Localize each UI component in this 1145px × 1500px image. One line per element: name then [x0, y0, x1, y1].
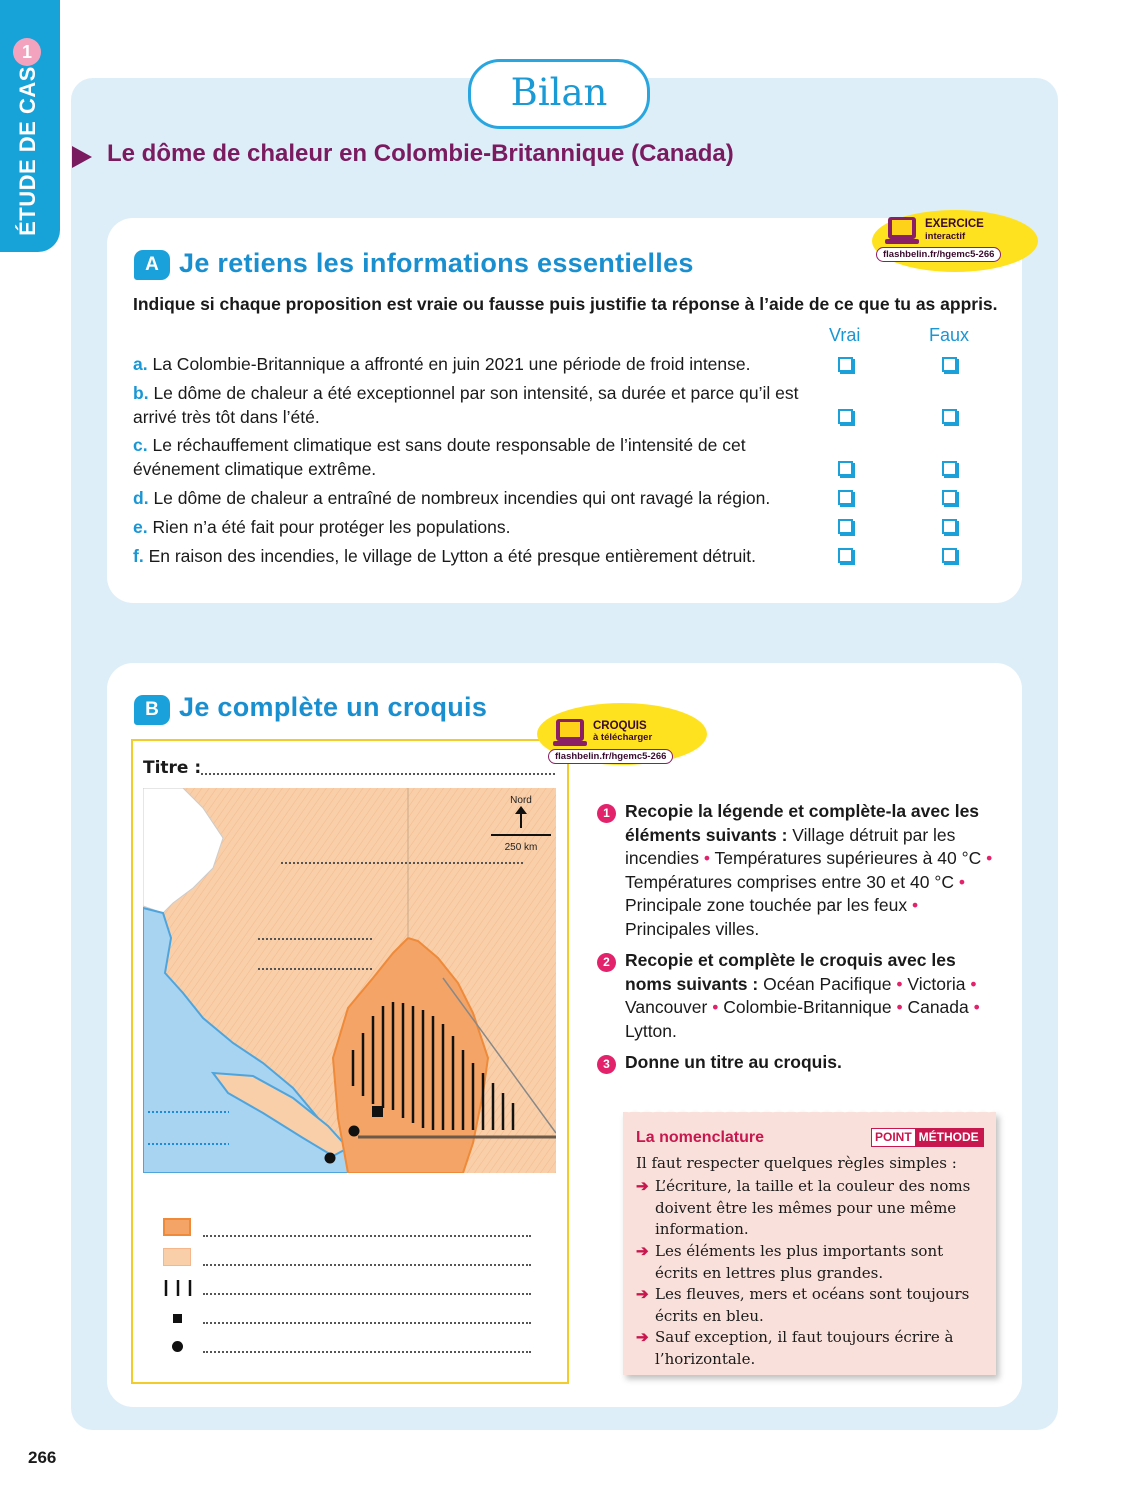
question-item: Principales villes. [625, 918, 760, 939]
question-lead: Donne un titre au croquis. [625, 1052, 842, 1072]
statement-text: Rien n’a été fait pour protéger les populations. [152, 517, 511, 537]
checkbox-faux-b[interactable] [942, 409, 957, 424]
legend-swatch-heat-40 [163, 1218, 191, 1236]
question-item: Principale zone touchée par les feux [625, 895, 908, 915]
bilan-title: Bilan [468, 59, 650, 129]
legend-swatch-fire-zone [163, 1279, 193, 1297]
question-item: Canada [907, 997, 969, 1017]
exercise-badge-line2: interactif [925, 231, 966, 242]
computer-icon [888, 217, 916, 239]
statement-text: Le dôme de chaleur a entraîné de nombreux incendies qui ont ravagé la région. [153, 488, 771, 508]
question-2: Recopie et complète le croquis avec les noms suivants : Océan Pacifique • Victoria • Vancouver • Colombie-Britannique • Canada • Lytton. [625, 950, 980, 1041]
statement [133, 433, 783, 481]
statement-text: La Colombie-Britannique a affronté en juin 2021 une période de froid intense. [152, 354, 751, 374]
arrow-right-icon: ➔ [636, 1242, 649, 1260]
question-item: Victoria [907, 973, 966, 994]
village-marker [372, 1106, 383, 1117]
question-lead: Recopie la légende et complète-la avec les éléments suivants : [625, 801, 980, 845]
statement-text: Le dôme de chaleur a été exceptionnel par son intensité, sa durée et parce qu’il est arrivé très tôt dans l’été. [133, 383, 799, 427]
question-lead: Recopie et complète le croquis avec les noms suivants : [625, 950, 956, 994]
method-box [623, 1112, 996, 1375]
column-faux: Faux [929, 325, 970, 345]
checkbox-vrai-e[interactable] [838, 519, 853, 534]
arrow-right-icon: ➔ [636, 1177, 649, 1195]
city-marker [325, 1153, 336, 1164]
statement-letter: c. [133, 435, 148, 455]
section-b-title: Je complète un croquis [179, 692, 488, 722]
method-tag-point: POINT [872, 1129, 915, 1146]
side-tab [0, 0, 60, 252]
legend-line[interactable] [203, 1264, 531, 1266]
method-item: ➔ L’écriture, la taille et la couleur des noms doivent être les mêmes pour une même information. [636, 1177, 971, 1238]
legend-line[interactable] [203, 1293, 531, 1295]
checkbox-faux-d[interactable] [942, 490, 957, 505]
method-tag-methode: MÉTHODE [915, 1129, 983, 1146]
croquis-badge-line1: CROQUIS [593, 720, 647, 732]
checkbox-faux-f[interactable] [942, 548, 957, 563]
question-item: Températures comprises entre 30 et 40 °C [625, 871, 954, 892]
checkbox-faux-e[interactable] [942, 519, 957, 534]
statement-letter: a. [133, 354, 148, 374]
statement [133, 544, 833, 568]
croquis-badge-link[interactable]: flashbelin.fr/hgemc5-266 [548, 749, 673, 764]
computer-icon [556, 719, 584, 741]
section-a-letter: A [134, 250, 170, 280]
legend-line[interactable] [203, 1322, 531, 1324]
section-b-letter: B [134, 695, 170, 725]
legend-line[interactable] [203, 1235, 531, 1237]
case-study-label: ÉTUDE DE CAS [15, 66, 40, 236]
titre-label: Titre : [143, 758, 202, 778]
statement-letter: f. [133, 546, 144, 566]
exercise-badge-line1: EXERCICE [925, 218, 984, 230]
statement-text: Le réchauffement climatique est sans doute responsable de l’intensité de cet événement climatique extrême. [133, 435, 746, 479]
city-marker [349, 1126, 360, 1137]
checkbox-vrai-c[interactable] [838, 461, 853, 476]
north-label: Nord [510, 795, 532, 806]
question-number: 1 [597, 804, 616, 823]
statement [133, 381, 813, 429]
question-item: Températures supérieures à 40 °C [714, 848, 982, 868]
page-number: 266 [28, 1448, 57, 1467]
question-item: Village détruit par les incendies [625, 824, 956, 868]
arrow-right-icon: ➔ [636, 1285, 649, 1303]
statement-letter: b. [133, 383, 149, 403]
case-study-number: 1 [13, 38, 41, 66]
checkbox-vrai-b[interactable] [838, 409, 853, 424]
page-heading: Le dôme de chaleur en Colombie-Britannique (Canada) [107, 140, 734, 167]
column-vrai: Vrai [829, 325, 861, 345]
statement-letter: d. [133, 488, 149, 508]
scale-label: 250 km [504, 842, 538, 853]
method-intro: Il faut respecter quelques règles simples : [636, 1154, 957, 1172]
question-number: 3 [597, 1055, 616, 1074]
legend-circle-icon [172, 1341, 183, 1352]
croquis-map [143, 788, 556, 1173]
method-item: ➔ Les fleuves, mers et océans sont toujours écrits en bleu. [636, 1285, 970, 1325]
question-3 [625, 1051, 1003, 1075]
question-item: Lytton. [625, 1020, 677, 1041]
statement-text: En raison des incendies, le village de Lytton a été presque entièrement détruit. [148, 546, 756, 566]
legend-swatch-heat-30 [163, 1248, 191, 1266]
statement [133, 515, 833, 539]
method-title: La nomenclature [636, 1129, 765, 1146]
arrow-right-icon: ➔ [636, 1328, 649, 1346]
croquis-badge-line2: à télécharger [593, 732, 653, 743]
torn-edge [623, 1107, 996, 1117]
checkbox-vrai-a[interactable] [838, 357, 853, 372]
question-number: 2 [597, 953, 616, 972]
question-item: Océan Pacifique [763, 973, 892, 994]
question-item: Vancouver [625, 997, 708, 1017]
statement [133, 352, 833, 376]
checkbox-vrai-d[interactable] [838, 490, 853, 505]
statement [133, 486, 833, 510]
statement-letter: e. [133, 517, 148, 537]
method-item: ➔ Les éléments les plus importants sont écrits en lettres plus grandes. [636, 1242, 944, 1282]
method-tag [871, 1128, 984, 1147]
checkbox-faux-c[interactable] [942, 461, 957, 476]
checkbox-vrai-f[interactable] [838, 548, 853, 563]
checkbox-faux-a[interactable] [942, 357, 957, 372]
section-a-instruction: Indique si chaque proposition est vraie ou fausse puis justifie ta réponse à l’aide de ce que tu as appris. [133, 294, 998, 314]
section-a-title: Je retiens les informations essentielles [179, 248, 694, 278]
exercise-badge-link[interactable]: flashbelin.fr/hgemc5-266 [876, 247, 1001, 262]
question-item: Colombie-Britannique [723, 997, 892, 1017]
legend-square-icon [173, 1314, 182, 1323]
method-item: ➔ Sauf exception, il faut toujours écrire à l’horizontale. [636, 1328, 954, 1368]
legend-line[interactable] [203, 1351, 531, 1353]
titre-input-line[interactable] [201, 773, 555, 775]
heading-arrow-icon [72, 146, 92, 168]
question-1: Recopie la légende et complète-la avec les éléments suivants : Village détruit par les incendies • Températures supérieures à 40 °C • Températures comprises entre 30 et 40 °C • Principale zone touchée par les feux • Principales villes. [625, 801, 993, 939]
